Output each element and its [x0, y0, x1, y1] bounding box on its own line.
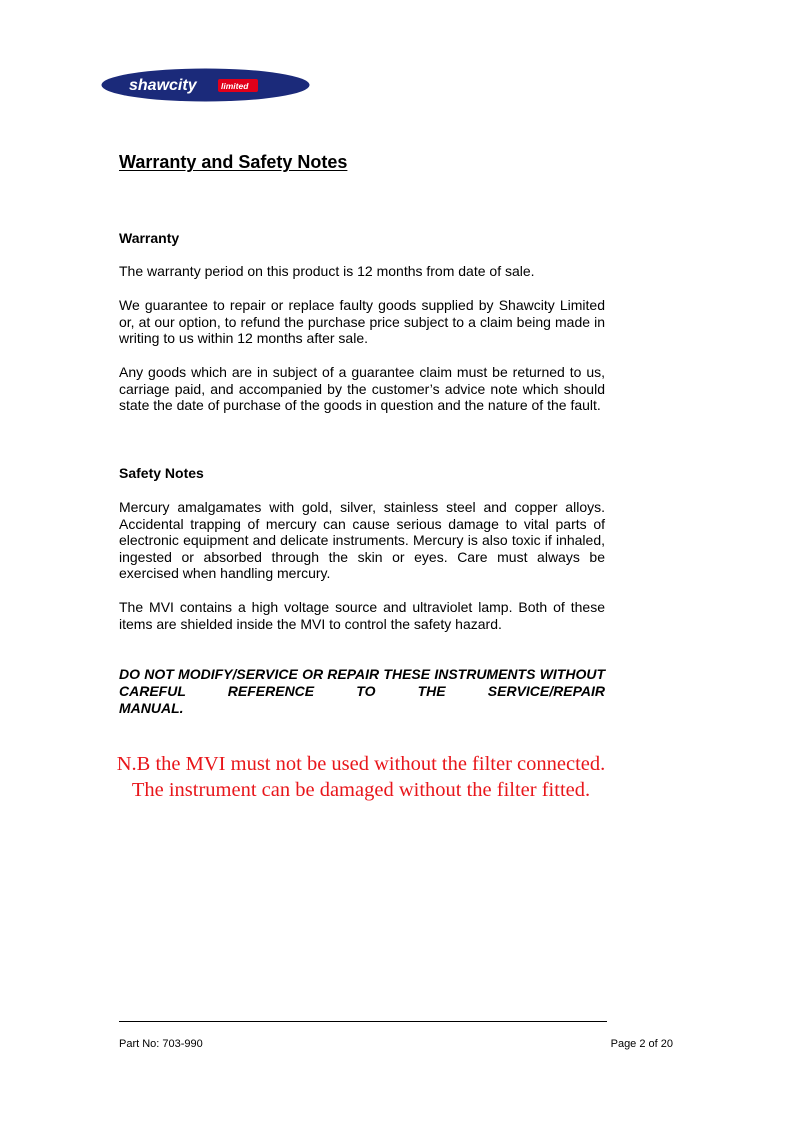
logo-brand-text: shawcity [129, 77, 197, 94]
logo-suffix-text: limited [221, 81, 249, 91]
warranty-paragraph-3: Any goods which are in subject of a guarantee claim must be returned to us, carriage paid, and accompanied by the customer’s advice note which should state the date of purchase of the goods in question and the nature of the fault. [119, 364, 605, 413]
safety-paragraph-2: The MVI contains a high voltage source and ultraviolet lamp. Both of these items are shielded inside the MVI to control the safety hazard. [119, 599, 605, 632]
footer-page-number: Page 2 of 20 [610, 1038, 673, 1050]
shawcity-logo [101, 68, 310, 102]
footer-part-number: Part No: 703-990 [119, 1038, 203, 1050]
warning-line-1: DO NOT MODIFY/SERVICE OR REPAIR THESE INSTRUMENTS [119, 666, 536, 682]
warranty-heading: Warranty [119, 230, 180, 246]
page-title: Warranty and Safety Notes [119, 152, 348, 172]
warning-line-3: MANUAL. [119, 700, 184, 716]
safety-paragraph-1: Mercury amalgamates with gold, silver, stainless steel and copper alloys. Accidental trapping of mercury can cause serious damage to vital parts of electronic equipment and delicate instruments. Mercury is also toxic if inhaled, ingested or absorbed through the skin or eyes. Care must always be exercised when handling mercury. [119, 499, 605, 581]
warranty-paragraph-1: The warranty period on this product is 12 months from date of sale. [119, 263, 535, 279]
footer-divider [119, 1021, 607, 1022]
filter-note: N.B the MVI must not be used without the filter connected. The instrument can be damaged without the filter fitted. [116, 753, 606, 801]
warning-line-2: WITHOUT CAREFUL REFERENCE TO THE SERVICE/REPAIR [119, 666, 606, 699]
warranty-paragraph-2: We guarantee to repair or replace faulty goods supplied by Shawcity Limited or, at our option, to refund the purchase price subject to a claim being made in writing to us within 12 months after sale. [119, 297, 605, 346]
safety-warning [119, 666, 605, 717]
safety-heading: Safety Notes [119, 465, 204, 481]
